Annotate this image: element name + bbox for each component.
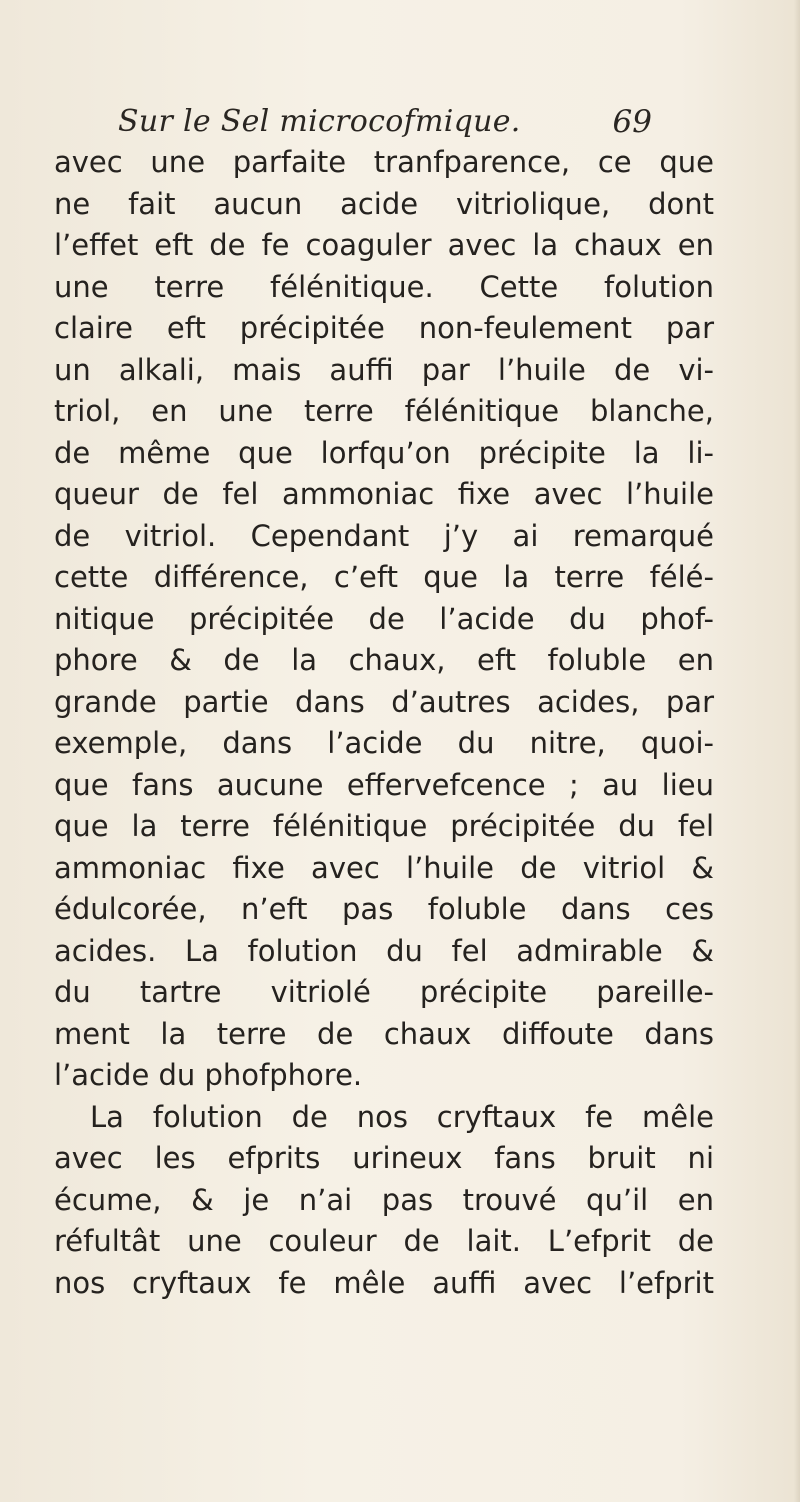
text-line: triol, en une terre félénitique blanche, xyxy=(54,394,714,428)
text-line: que fans aucune effervefcence ; au lieu xyxy=(54,767,714,802)
text-line: queur de fel ammoniac fixe avec l’huile xyxy=(54,477,714,511)
text-line: un alkali, mais auffi par l’huile de vi- xyxy=(54,352,714,387)
text-line: l’effet eft de fe coaguler avec la chaux en xyxy=(54,228,714,262)
text-line: édulcorée, n’eft pas foluble dans ces xyxy=(54,892,714,926)
text-line: que la terre félénitique précipitée du fel xyxy=(54,809,714,843)
page-number: 69 xyxy=(612,104,652,140)
text-line: une terre félénitique. Cette folution xyxy=(54,269,714,304)
text-line: phore & de la chaux, eft foluble en xyxy=(54,643,714,677)
text-line: de même que lorfqu’on précipite la li- xyxy=(54,435,714,470)
text-line: grande partie dans d’autres acides, par xyxy=(54,684,714,719)
text-line: ment la terre de chaux diffoute dans xyxy=(54,1016,714,1051)
text-line: avec les efprits urineux fans bruit ni xyxy=(54,1141,714,1175)
text-line: La folution de nos cryftaux fe mêle xyxy=(90,1099,714,1134)
text-line: ammoniac fixe avec l’huile de vitriol & xyxy=(54,850,714,885)
page-edge-shadow xyxy=(794,0,800,1502)
text-line: nitique précipitée de l’acide du phof- xyxy=(54,601,714,636)
body-text xyxy=(54,142,714,1304)
text-line: de vitriol. Cependant j’y ai remarqué xyxy=(54,518,714,553)
text-line: avec une parfaite tranfparence, ce que xyxy=(54,145,714,179)
text-line: du tartre vitriolé précipite pareille- xyxy=(54,975,714,1009)
text-line: acides. La folution du fel admirable & xyxy=(54,933,714,968)
text-line: ne fait aucun acide vitriolique, dont xyxy=(54,186,714,221)
text-line: réfultât une couleur de lait. L’efprit de xyxy=(54,1224,714,1258)
text-line: écume, & je n’ai pas trouvé qu’il en xyxy=(54,1182,714,1217)
running-title: Sur le Sel microcofmique. xyxy=(118,104,521,139)
text-line: l’acide du phofphore. xyxy=(54,1058,363,1092)
text-line: claire eft précipitée non-feulement par xyxy=(54,311,714,345)
text-line: exemple, dans l’acide du nitre, quoi- xyxy=(54,726,714,760)
text-line: nos cryftaux fe mêle auffi avec l’efprit xyxy=(54,1265,714,1300)
text-line: cette différence, c’eft que la terre félé- xyxy=(54,560,714,594)
